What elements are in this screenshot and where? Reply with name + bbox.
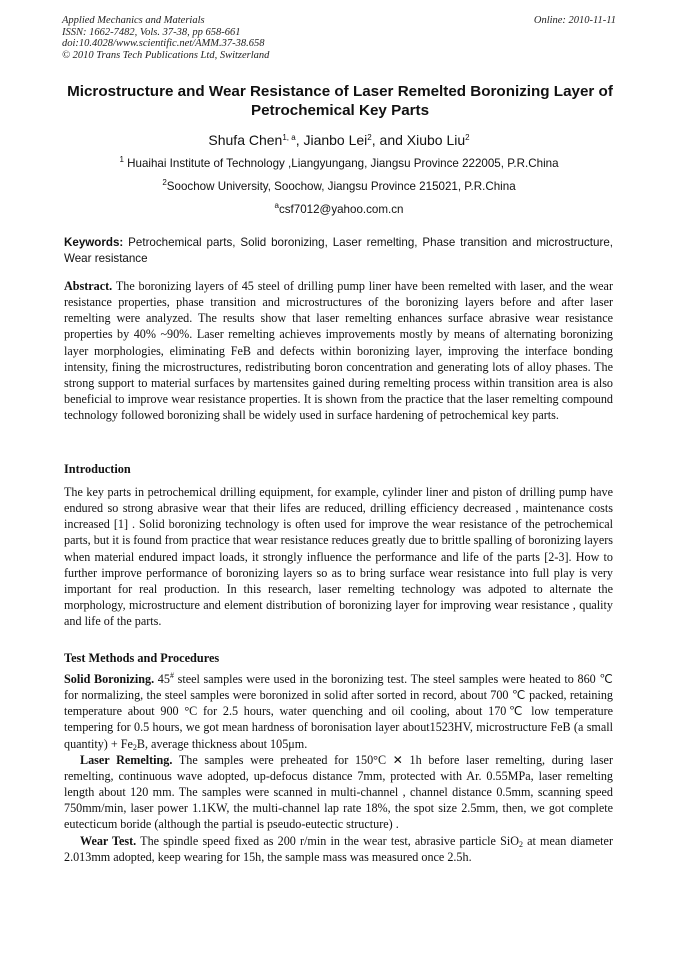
abstract [64,278,613,423]
lr-text: The samples were preheated for 150°C ✕ 1h before laser remelting, during laser remelting, continuous wave adopted, up-defocus distance 7mm, protected with Ar. 0.55MPa, laser remelting length about 120 mm. The samples were scanned in multi-channel , channel distance 0.5mm, scanning speed 750mm/min, laser power 1.1KW, the multi-channel lap rate 18%, the spot size 2.5mm, then, we got complete eutecticum boride (although the partial is pseudo-eutectic structure) . [64,752,613,832]
author-name: , Jianbo Lei [295,132,368,148]
abstract-label: Abstract. [64,279,113,293]
author-name: Shufa Chen [208,132,283,148]
journal-header [62,15,616,61]
author-list [0,132,678,148]
affiliation-text: Huaihai Institute of Technology ,Liangyungang, Jiangsu Province 222005, P.R.China [123,157,559,170]
introduction-text: The key parts in petrochemical drilling equipment, for example, cylinder liner and piston of drilling pump have endured so strong abrasive wear that their lifes are reduced, drilling efficiency decreased , maintenance costs increased [1] . Solid boronizing technology is often used for improve the wear resistance of the petrochemical parts, but it is found from practice that wear resistance reduces greatly due to brittle spalling of boronizing layers when material endured impact loads, it strongly influence the performance and life of the parts [2-3]. How to further improve performance of boronizing layers so as to bring surface wear resistance into full play is very important for real production. In this research, laser remelting technology was adpoted to alternate the morphology, microstructure and element distribution of boronizing layer for improving wear resistance , quality and life of the parts. [64,485,613,629]
affiliation-sup: 1 [119,155,124,164]
email-line [0,203,678,217]
author-sup: 2 [465,133,470,142]
affiliation-text: Soochow University, Soochow, Jiangsu Province 215021, P.R.China [166,180,516,193]
methods-body [64,671,613,865]
affiliation-2 [0,180,678,194]
affiliation-sup: 2 [162,178,167,187]
doi-line: doi:10.4028/www.scientific.net/AMM.37-38.658 [62,38,265,49]
affiliation-1 [0,157,678,171]
issn-line: ISSN: 1662-7482, Vols. 37-38, pp 658-661 [62,26,241,38]
introduction-heading: Introduction [64,462,131,476]
sb-text-end: B, average thickness about 105μm. [136,736,308,751]
abstract-text: The boronizing layers of 45 steel of drilling pump liner have been remelted with laser, and the wear resistance properties, phase transition and microstructures of the boronizing layers before and after laser remelting were analyzed. The results show that laser remelting enhances surface abrasive wear resistance properties by 40% ~90%. Laser remelting achieves improvements mostly by means of alternating boronizing layer morphologies, eliminating FeB and defects within boronizing layer, improving the interface bonding intensity, fining the microstructures, redistributing boron concentration and generating lots of alloy phases. The strong support to material surfaces by martensites gained during remelting process within transition area is also beneficial to improve wear resistance properties. It is shown from the practice that the laser remelting compound technology followed boronizing shall be widely used in surface hardening of petrochemical key parts. [64,279,613,423]
email-sup: a [274,201,279,210]
wt-text: The spindle speed fixed as 200 r/min in the wear test, abrasive particle SiO [136,833,519,848]
keywords-text: Petrochemical parts, Solid boronizing, Laser remelting, Phase transition and microstructure, Wear resistance [64,236,613,265]
sb-text: steel samples were used in the boronizing test. The steel samples were heated to 860 ℃ for normalizing, the steel samples were boronized in solid after sorted in record, about 700 ℃ packed, retaining temperature about 900 °C for 2.5 hours, water quenching and oil cooling, about 170℃ low temperature tempering for 0.5 hours, we got mean hardness of boronisation layer about1523HV, microstructure FeB (a small quantity) + Fe [64,672,614,751]
author-name: , and Xiubo Liu [371,132,466,148]
laser-remelting-paragraph [64,752,613,833]
solid-boronizing-label: Solid Boronizing. [64,672,155,686]
wt-sub: 2 [518,839,523,849]
journal-name: Applied Mechanics and Materials [62,15,205,26]
copyright-line: © 2010 Trans Tech Publications Ltd, Switzerland [62,49,270,61]
laser-remelting-label: Laser Remelting. [80,752,173,767]
wear-test-paragraph [64,833,613,865]
wt-text-end: at mean diameter 2.013mm adopted, keep wearing for 15h, the sample mass was measured once 2.5h. [64,833,613,864]
methods-heading: Test Methods and Procedures [64,651,220,665]
author-sup: 1, a [282,133,296,142]
keywords-label: Keywords: [64,236,124,249]
sb-sup: # [169,671,174,680]
sb-pre: 45 [154,672,170,686]
author-sup: 2 [367,133,372,142]
solid-boronizing-paragraph [64,671,613,752]
wear-test-label: Wear Test. [80,833,137,848]
keywords [64,235,613,266]
online-date: Online: 2010-11-11 [533,15,616,26]
sb-sub: 2 [132,742,137,752]
email-text: csf7012@yahoo.com.cn [278,203,404,216]
paper-title: Microstructure and Wear Resistance of Laser Remelted Boronizing Layer of Petrochemical Key Parts [67,83,613,119]
